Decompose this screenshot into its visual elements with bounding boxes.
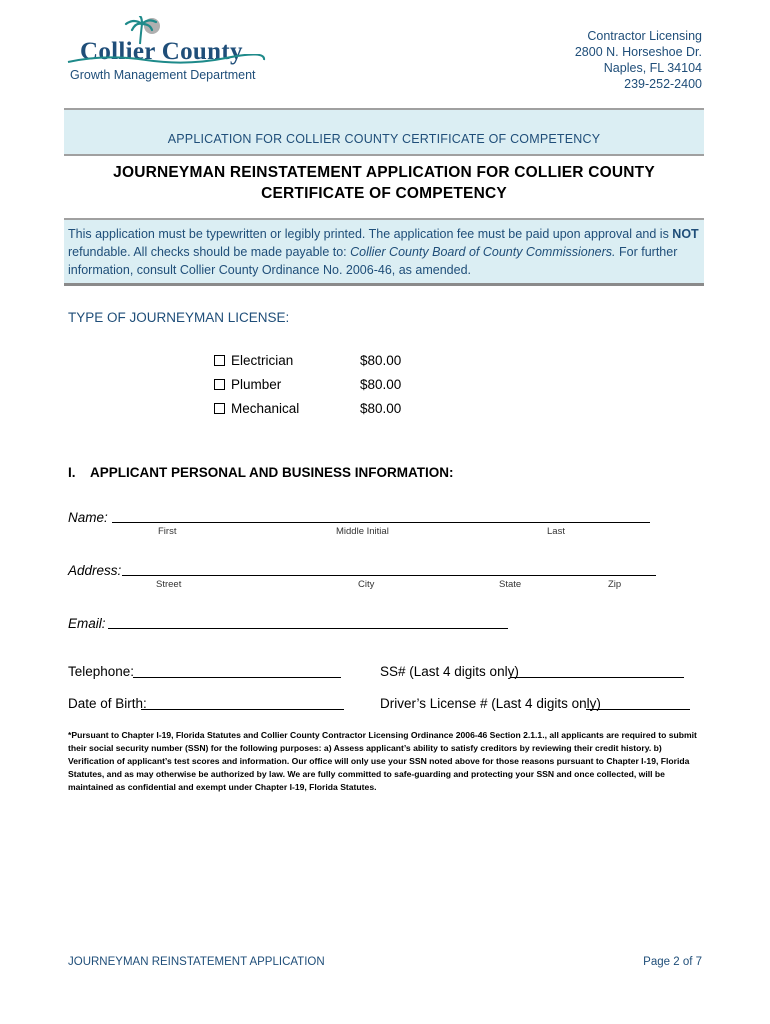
address-street-label: Street <box>156 579 182 590</box>
telephone-field[interactable] <box>133 677 341 678</box>
contact-line: 2800 N. Horseshoe Dr. <box>574 45 702 59</box>
dob-field[interactable] <box>141 709 344 710</box>
ssn-notice: *Pursuant to Chapter I-19, Florida Statutes and Collier County Contractor Licensing Ordinance 2006-46 Section 2.1.1., all applicants are required to submit their social security number (SSN) for the following purposes: a) Assess applicant’s ability to satisfy creditors by reviewing their credit history. b) Verification of applicant’s test scores and information. Our office will only use your SSN noted above for those reasons pursuant to Chapter I-19, Florida Statutes, and as may otherwise be authorized by law. We are fully committed to safe-guarding and protecting your SSN and once collected, will be maintained as confidential and exempt under Chapter I-19, Florida Statutes. <box>68 730 697 792</box>
payee-name: Collier County Board of County Commissioners. <box>350 245 616 259</box>
license-label: Mechanical <box>231 401 300 416</box>
drivers-license-label: Driver’s License # (Last 4 digits only) <box>380 696 601 711</box>
name-field[interactable] <box>112 522 650 523</box>
contact-address <box>575 28 702 92</box>
logo-subtitle: Growth Management Department <box>70 68 256 82</box>
ssn-field[interactable] <box>510 677 684 678</box>
address-field[interactable] <box>122 575 656 576</box>
name-label: Name: <box>68 510 108 525</box>
contact-line: 239-252-2400 <box>624 77 702 91</box>
collier-county-logo <box>66 16 266 88</box>
intro-emphasis: NOT <box>672 227 699 241</box>
license-option-plumber[interactable] <box>214 377 402 395</box>
license-type-heading: TYPE OF JOURNEYMAN LICENSE: <box>68 310 290 325</box>
logo-title: Collier County <box>80 38 243 65</box>
license-option-mechanical[interactable] <box>214 401 402 419</box>
license-label: Plumber <box>231 377 282 392</box>
instructions-box <box>64 218 704 286</box>
license-label: Electrician <box>231 353 294 368</box>
license-option-electrician[interactable] <box>214 353 402 371</box>
checkbox[interactable] <box>214 379 225 390</box>
license-fee: $80.00 <box>360 353 402 368</box>
title-line: CERTIFICATE OF COMPETENCY <box>261 185 507 202</box>
title-line: JOURNEYMAN REINSTATEMENT APPLICATION FOR COLLIER COUNTY <box>113 164 655 181</box>
checkbox[interactable] <box>214 355 225 366</box>
contact-line: Contractor Licensing <box>587 29 702 43</box>
license-fee: $80.00 <box>360 401 402 416</box>
page-title <box>64 162 704 204</box>
contact-line: Naples, FL 34104 <box>603 61 702 75</box>
checkbox[interactable] <box>214 403 225 414</box>
address-label: Address: <box>68 563 122 578</box>
application-banner <box>64 108 704 156</box>
banner-text: APPLICATION FOR COLLIER COUNTY CERTIFICATE OF COMPETENCY <box>167 132 601 146</box>
section-number: I. <box>68 465 76 480</box>
section-heading <box>68 465 454 480</box>
footer-title: JOURNEYMAN REINSTATEMENT APPLICATION <box>68 956 325 968</box>
dob-label: Date of Birth: <box>68 696 147 711</box>
name-first-label: First <box>158 526 177 537</box>
email-label: Email: <box>68 616 106 631</box>
address-city-label: City <box>358 579 375 590</box>
address-state-label: State <box>499 579 522 590</box>
telephone-label: Telephone: <box>68 664 135 679</box>
license-fee: $80.00 <box>360 377 402 392</box>
section-title: APPLICANT PERSONAL AND BUSINESS INFORMATION: <box>90 465 454 480</box>
drivers-license-field[interactable] <box>586 709 690 710</box>
intro-text: For further information, consult Collier County Ordinance No. 2006-46, as amended. <box>68 245 678 277</box>
name-last-label: Last <box>547 526 565 537</box>
page-number: Page 2 of 7 <box>643 956 702 968</box>
ssn-label: SS# (Last 4 digits only) <box>380 664 519 679</box>
intro-text: This application must be typewritten or legibly printed. The application fee must be paid upon approval and is <box>68 227 673 241</box>
email-field[interactable] <box>108 628 508 629</box>
waves-icon <box>66 54 266 68</box>
address-zip-label: Zip <box>608 579 622 590</box>
intro-text: refundable. All checks should be made payable to: <box>68 245 351 259</box>
name-middle-label: Middle Initial <box>336 526 389 537</box>
